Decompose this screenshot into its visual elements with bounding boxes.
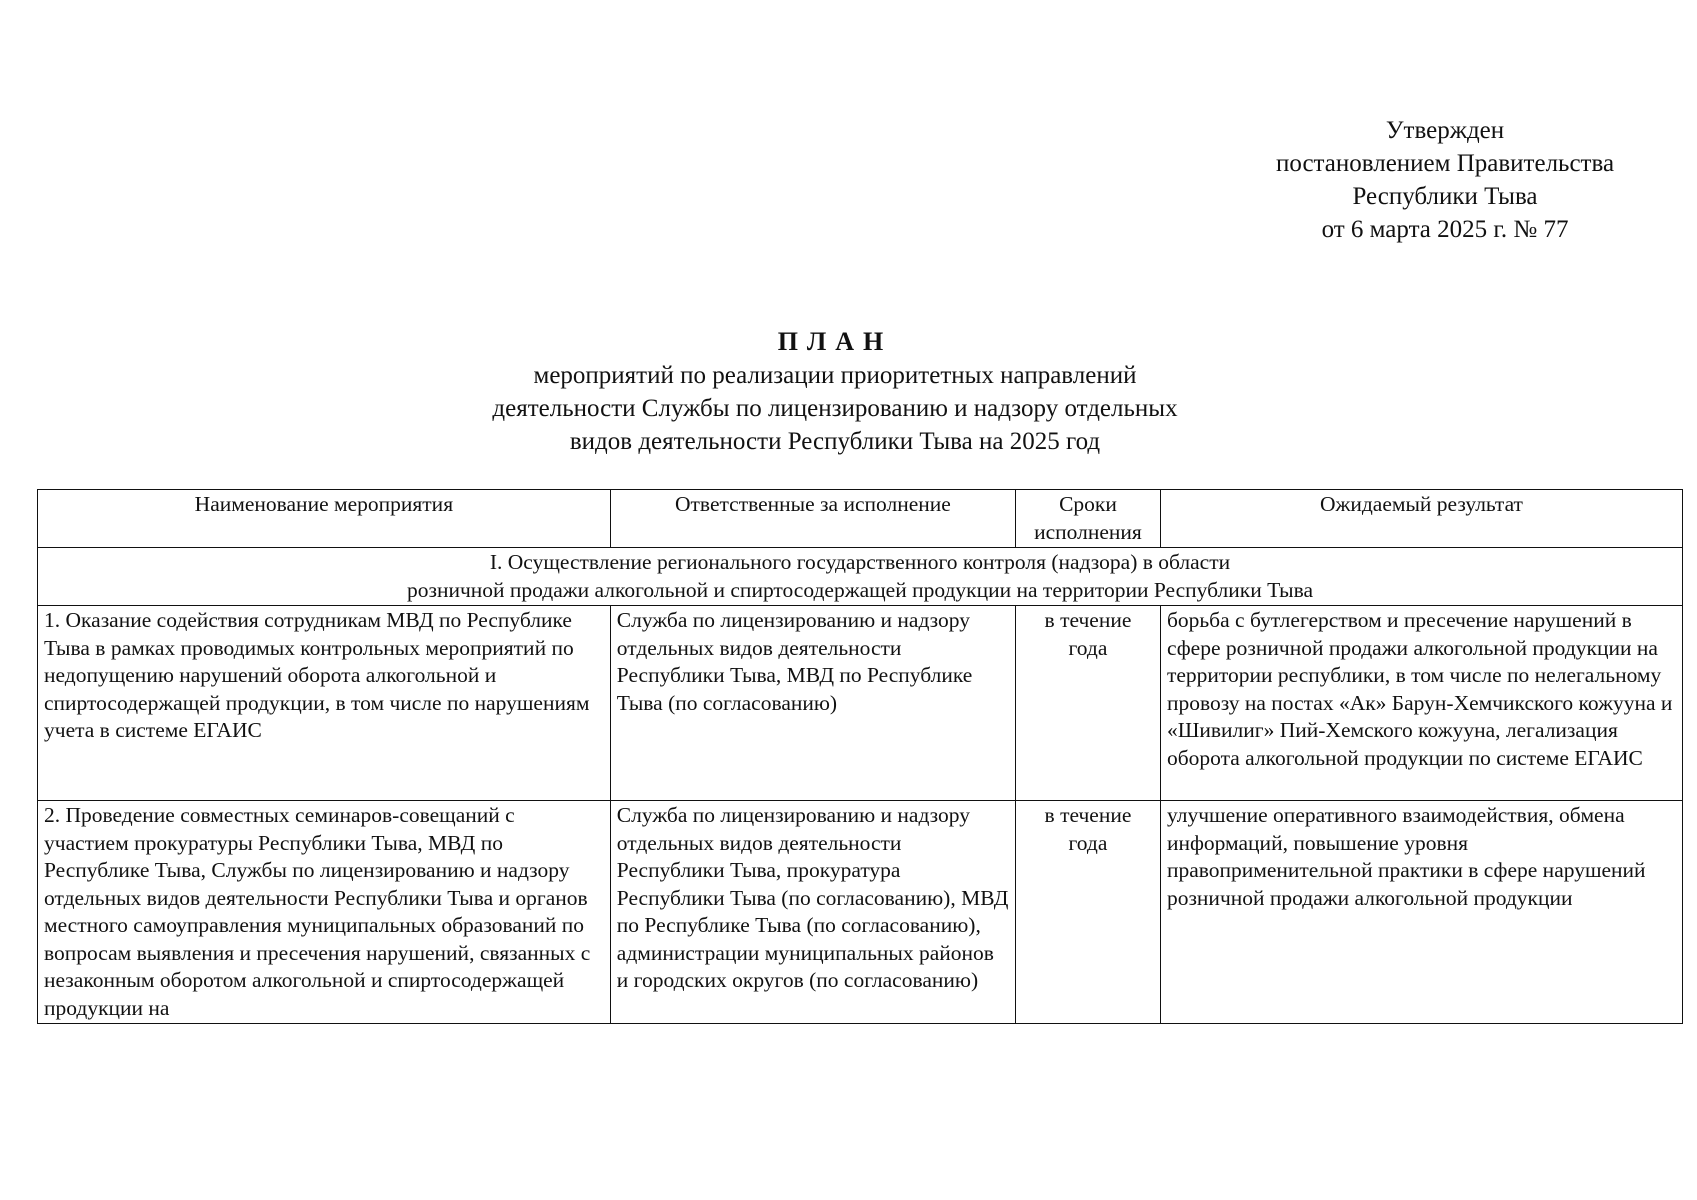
cell-name: 2. Проведение совместных семинаров-совещаний с участием прокуратуры Республики Тыва, МВД по Республике Тыва, Службы по лицензированию и надзору отдельных видов деятельности Республики Тыва и органов местного самоуправления муниципальных образований по вопросам выявления и пресечения нарушений, связанных с незаконным оборотом алкогольной и спиртосодержащей продукции на [38,801,611,1024]
cell-term [1016,606,1161,801]
cell-result: борьба с бутлегерством и пресечение нарушений в сфере розничной продажи алкогольной продукции на территории республики, в том числе по нелегальному провозу на постах «Ак» Барун-Хемчикского кожууна и «Шивилиг» Пий-Хемского кожууна, легализация оборота алкогольной продукции по системе ЕГАИС [1160,606,1682,801]
cell-term [1016,801,1161,1024]
header-name: Наименование мероприятия [38,490,611,548]
cell-result: улучшение оперативного взаимодействия, обмена информаций, повышение уровня правоприменительной практики в сфере нарушений розничной продажи алкогольной продукции [1160,801,1682,1024]
section-title-line: I. Осуществление регионального государственного контроля (надзора) в области [489,550,1231,574]
approval-date: от 6 марта 2025 г. № 77 [1321,216,1569,243]
document-title [340,325,1330,458]
cell-responsible: Служба по лицензированию и надзору отдельных видов деятельности Республики Тыва, прокуратура Республики Тыва (по согласованию), МВД по Республике Тыва (по согласованию), администрации муниципальных районов и городских округов (по согласованию) [610,801,1015,1024]
header-term-line: исполнения [1034,519,1142,544]
title-line: мероприятий по реализации приоритетных направлений [533,362,1137,389]
table-row [38,801,1683,1024]
header-result: Ожидаемый результат [1160,490,1682,548]
header-term-line: Сроки [1059,492,1117,516]
section-row [38,548,1683,606]
term-line: года [1068,830,1108,855]
term-line: года [1068,635,1108,660]
approval-line: Республики Тыва [1352,183,1538,210]
section-title [38,548,1683,606]
plan-table [37,489,1683,1024]
title-line: деятельности Службы по лицензированию и надзору отдельных [492,395,1178,422]
header-responsible: Ответственные за исполнение [610,490,1015,548]
table-header-row [38,490,1683,548]
title-line: видов деятельности Республики Тыва на 2025 год [569,428,1101,455]
header-term [1016,490,1161,548]
approval-line: постановлением Правительства [1275,150,1615,177]
approval-stamp [1245,114,1645,246]
approval-line: Утвержден [1385,117,1505,144]
section-title-line: розничной продажи алкогольной и спиртосодержащей продукции на территории Республики Тыва [406,577,1314,602]
cell-name: 1. Оказание содействия сотрудникам МВД по Республике Тыва в рамках проводимых контрольных мероприятий по недопущению нарушений оборота алкогольной и спиртосодержащей продукции, в том числе по нарушениям учета в системе ЕГАИС [38,606,611,801]
term-line: в течение [1044,608,1132,632]
term-line: в течение [1044,803,1132,827]
table-row [38,606,1683,801]
plan-heading: ПЛАН [777,327,893,356]
cell-responsible: Служба по лицензированию и надзору отдельных видов деятельности Республики Тыва, МВД по Республике Тыва (по согласованию) [610,606,1015,801]
